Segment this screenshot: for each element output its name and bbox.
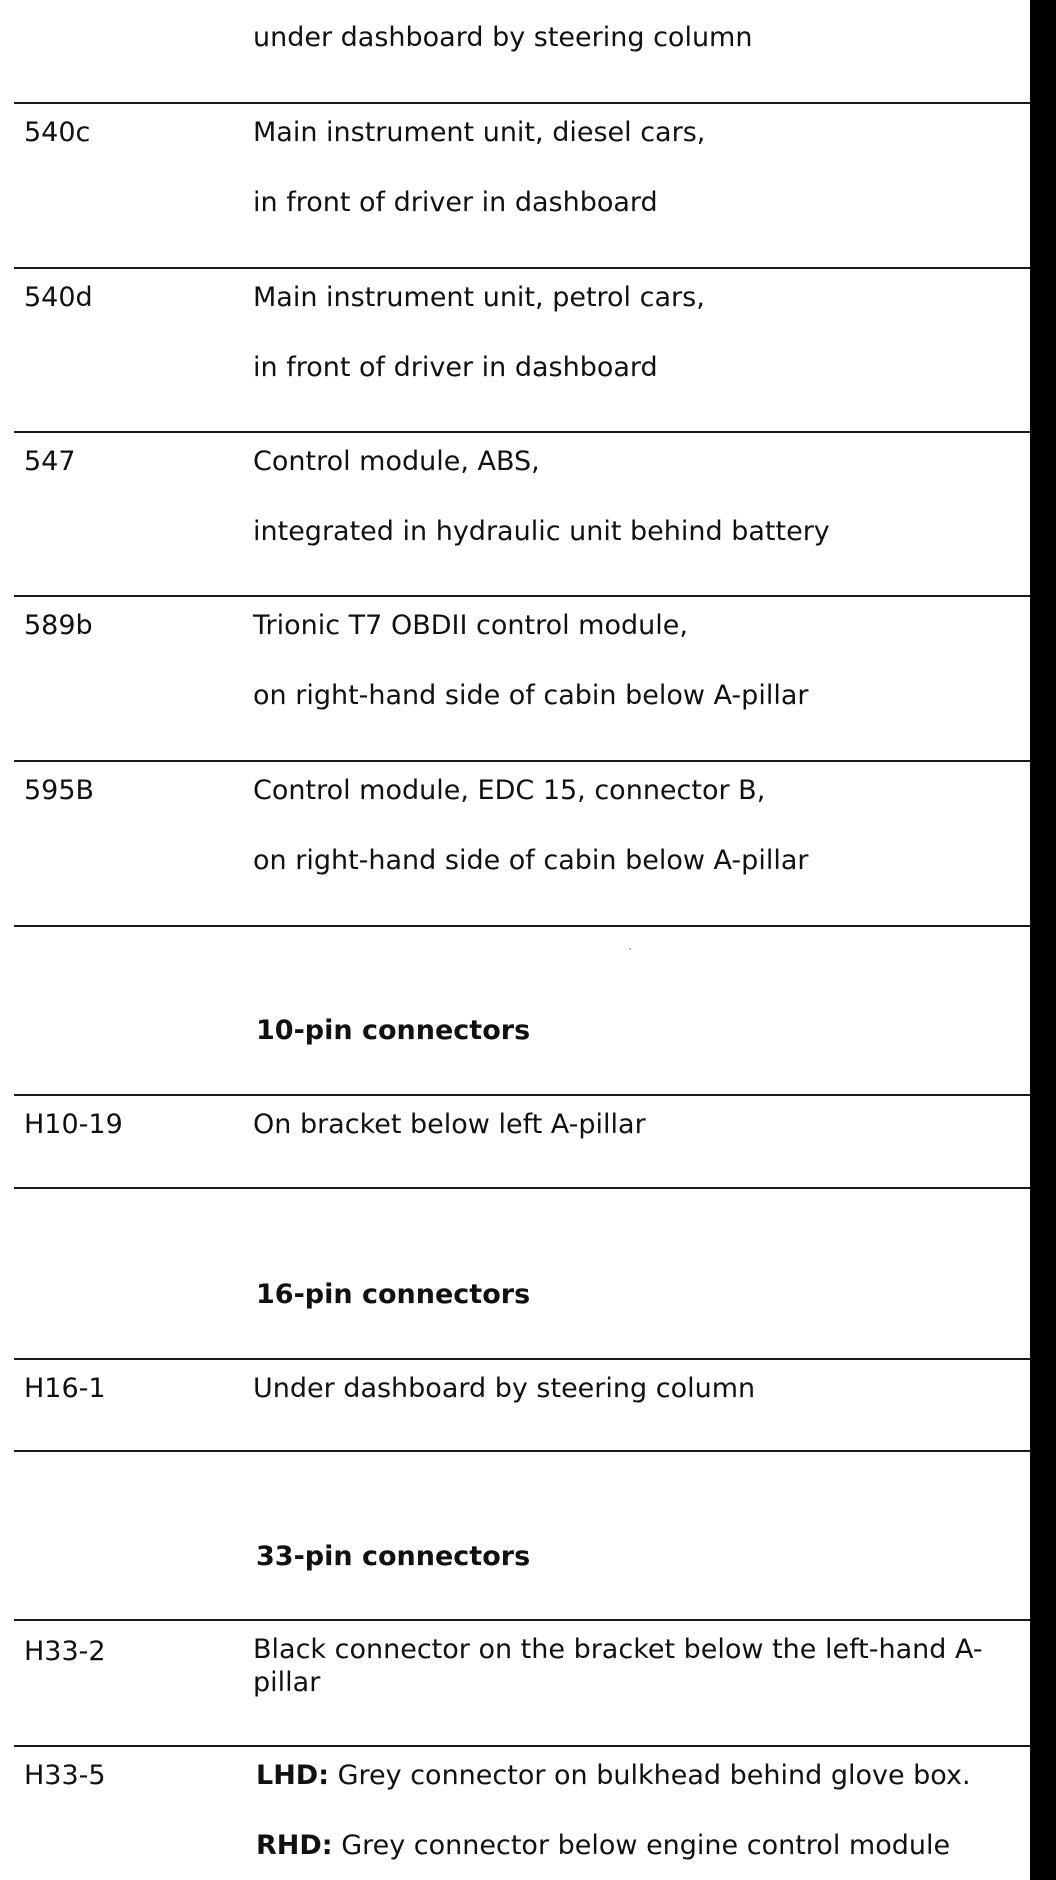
section-heading-33-pin: 33-pin connectors [256, 1541, 531, 1572]
row-547-desc-line2: integrated in hydraulic unit behind battery [253, 516, 830, 547]
row-540d-desc-line1: Main instrument unit, petrol cars, [253, 282, 705, 313]
row-divider [14, 431, 1030, 433]
row-divider [14, 925, 1030, 927]
row-595B-desc-line1: Control module, EDC 15, connector B, [253, 775, 766, 806]
row-divider [14, 1358, 1030, 1360]
row-H16-1-desc: Under dashboard by steering column [253, 1373, 756, 1404]
row-589b-desc-line1: Trionic T7 OBDII control module, [253, 610, 688, 641]
row-divider [14, 760, 1030, 762]
row-H33-2-code: H33-2 [24, 1636, 106, 1667]
row-H33-5-code: H33-5 [24, 1760, 106, 1791]
row-540c-desc-line1: Main instrument unit, diesel cars, [253, 117, 706, 148]
row-divider [14, 1450, 1030, 1452]
row-547-desc-line1: Control module, ABS, [253, 446, 540, 477]
section-heading-16-pin: 16-pin connectors [256, 1279, 531, 1310]
row-divider [14, 267, 1030, 269]
row-divider [14, 1745, 1030, 1747]
row-divider [14, 1619, 1030, 1621]
row-H33-5-lhd [256, 1760, 971, 1791]
row-547-code: 547 [24, 446, 76, 477]
row-540d-code: 540d [24, 282, 93, 313]
row-divider [14, 595, 1030, 597]
rhd-label: RHD: [256, 1830, 333, 1861]
row-540d-desc-line2: in front of driver in dashboard [253, 352, 658, 383]
lhd-text: Grey connector on bulkhead behind glove box. [329, 1760, 971, 1791]
row-divider [14, 1187, 1030, 1189]
row-H10-19-code: H10-19 [24, 1109, 123, 1140]
row-H16-1-code: H16-1 [24, 1373, 106, 1404]
row-top-desc: under dashboard by steering column [253, 22, 753, 53]
row-595B-code: 595B [24, 775, 95, 806]
row-595B-desc-line2: on right-hand side of cabin below A-pillar [253, 845, 809, 876]
right-edge-bar [1030, 0, 1056, 1880]
row-H10-19-desc: On bracket below left A-pillar [253, 1109, 646, 1140]
row-589b-code: 589b [24, 610, 93, 641]
row-540c-desc-line2: in front of driver in dashboard [253, 187, 658, 218]
lhd-label: LHD: [256, 1760, 330, 1791]
row-divider [14, 1094, 1030, 1096]
row-H33-2-desc: Black connector on the bracket below the left-hand A-pillar [253, 1634, 983, 1698]
row-H33-5-rhd [256, 1830, 950, 1861]
scan-speck [629, 948, 631, 950]
rhd-text: Grey connector below engine control module [332, 1830, 951, 1861]
row-589b-desc-line2: on right-hand side of cabin below A-pillar [253, 680, 809, 711]
row-540c-code: 540c [24, 117, 91, 148]
section-heading-10-pin: 10-pin connectors [256, 1015, 531, 1046]
row-divider [14, 102, 1030, 104]
